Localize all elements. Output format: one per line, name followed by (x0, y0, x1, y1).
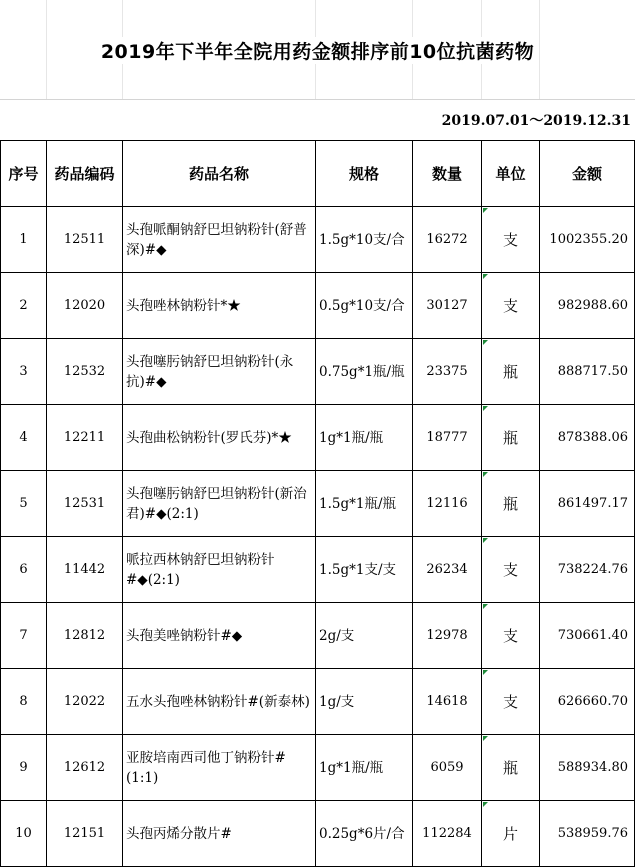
cell-amount: 738224.76 (540, 537, 635, 603)
cell-amount: 626660.70 (540, 669, 635, 735)
cell-unit: 瓶 (482, 471, 540, 537)
table-row (1, 801, 635, 867)
table-row (1, 735, 635, 801)
cell-qty: 18777 (413, 405, 482, 471)
cell-amount: 982988.60 (540, 273, 635, 339)
cell-code: 12612 (47, 735, 123, 801)
cell-index: 7 (1, 603, 47, 669)
cell-index: 6 (1, 537, 47, 603)
cell-qty: 12978 (413, 603, 482, 669)
cell-spec: 1g*1瓶/瓶 (316, 735, 413, 801)
cell-code: 12812 (47, 603, 123, 669)
header-unit: 单位 (482, 141, 540, 207)
cell-qty: 12116 (413, 471, 482, 537)
cell-spec: 1.5g*1支/支 (316, 537, 413, 603)
cell-code: 12531 (47, 471, 123, 537)
cell-qty: 14618 (413, 669, 482, 735)
grid-line (46, 0, 47, 99)
cell-index: 10 (1, 801, 47, 867)
cell-amount: 538959.76 (540, 801, 635, 867)
cell-name: 哌拉西林钠舒巴坦钠粉针#◆(2:1) (123, 537, 316, 603)
header-code: 药品编码 (47, 141, 123, 207)
cell-code: 11442 (47, 537, 123, 603)
cell-amount: 861497.17 (540, 471, 635, 537)
cell-name: 头孢丙烯分散片# (123, 801, 316, 867)
page-title: 2019年下半年全院用药金额排序前10位抗菌药物 (97, 37, 538, 64)
header-amount: 金额 (540, 141, 635, 207)
cell-spec: 0.75g*1瓶/瓶 (316, 339, 413, 405)
cell-spec: 1g*1瓶/瓶 (316, 405, 413, 471)
antibiotic-ranking-table (0, 140, 635, 867)
cell-qty: 26234 (413, 537, 482, 603)
cell-qty: 30127 (413, 273, 482, 339)
cell-unit: 片 (482, 801, 540, 867)
cell-name: 头孢噻肟钠舒巴坦钠粉针(新治君)#◆(2:1) (123, 471, 316, 537)
cell-qty: 6059 (413, 735, 482, 801)
cell-amount: 730661.40 (540, 603, 635, 669)
cell-index: 1 (1, 207, 47, 273)
cell-spec: 0.5g*10支/合 (316, 273, 413, 339)
cell-unit: 瓶 (482, 405, 540, 471)
cell-code: 12532 (47, 339, 123, 405)
cell-name: 头孢美唑钠粉针#◆ (123, 603, 316, 669)
header-name: 药品名称 (123, 141, 316, 207)
table-row (1, 273, 635, 339)
table-row (1, 339, 635, 405)
cell-unit: 支 (482, 537, 540, 603)
cell-unit: 支 (482, 603, 540, 669)
cell-unit: 瓶 (482, 339, 540, 405)
header-index: 序号 (1, 141, 47, 207)
cell-code: 12022 (47, 669, 123, 735)
cell-code: 12211 (47, 405, 123, 471)
cell-code: 12151 (47, 801, 123, 867)
header-spec: 规格 (316, 141, 413, 207)
date-range-text: 2019.07.01～2019.12.31 (441, 113, 631, 129)
cell-name: 五水头孢唑林钠粉针#(新泰林) (123, 669, 316, 735)
cell-index: 9 (1, 735, 47, 801)
cell-spec: 1.5g*1瓶/瓶 (316, 471, 413, 537)
date-range (0, 100, 635, 140)
grid-line (539, 0, 540, 99)
cell-spec: 1.5g*10支/合 (316, 207, 413, 273)
cell-name: 头孢唑林钠粉针*★ (123, 273, 316, 339)
cell-index: 8 (1, 669, 47, 735)
cell-spec: 2g/支 (316, 603, 413, 669)
cell-qty: 16272 (413, 207, 482, 273)
header-row (1, 141, 635, 207)
table-row (1, 603, 635, 669)
cell-qty: 23375 (413, 339, 482, 405)
cell-index: 4 (1, 405, 47, 471)
cell-spec: 0.25g*6片/合 (316, 801, 413, 867)
table-row (1, 405, 635, 471)
cell-amount: 878388.06 (540, 405, 635, 471)
cell-index: 3 (1, 339, 47, 405)
cell-name: 头孢曲松钠粉针(罗氏芬)*★ (123, 405, 316, 471)
table-row (1, 537, 635, 603)
cell-unit: 瓶 (482, 735, 540, 801)
title-band (0, 0, 635, 100)
cell-unit: 支 (482, 207, 540, 273)
cell-qty: 112284 (413, 801, 482, 867)
cell-code: 12020 (47, 273, 123, 339)
cell-unit: 支 (482, 273, 540, 339)
cell-name: 头孢哌酮钠舒巴坦钠粉针(舒普深)#◆ (123, 207, 316, 273)
cell-unit: 支 (482, 669, 540, 735)
cell-spec: 1g/支 (316, 669, 413, 735)
header-qty: 数量 (413, 141, 482, 207)
cell-amount: 888717.50 (540, 339, 635, 405)
cell-amount: 1002355.20 (540, 207, 635, 273)
cell-name: 亚胺培南西司他丁钠粉针#(1:1) (123, 735, 316, 801)
cell-index: 2 (1, 273, 47, 339)
cell-index: 5 (1, 471, 47, 537)
table-row (1, 471, 635, 537)
table-row (1, 669, 635, 735)
cell-amount: 588934.80 (540, 735, 635, 801)
cell-name: 头孢噻肟钠舒巴坦钠粉针(永抗)#◆ (123, 339, 316, 405)
table-row (1, 207, 635, 273)
cell-code: 12511 (47, 207, 123, 273)
